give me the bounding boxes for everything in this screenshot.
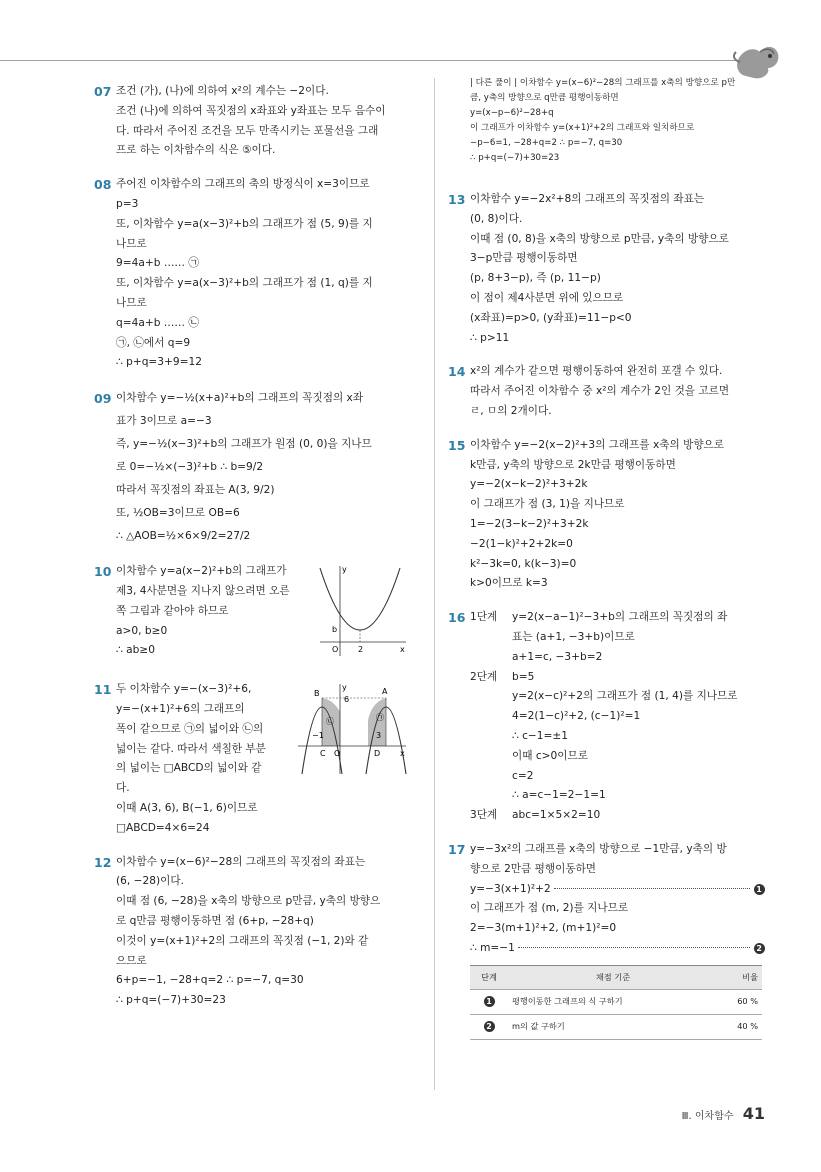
text-line: 이차함수 y=(x−6)²−28의 그래프의 꼭짓점의 좌표는 xyxy=(116,855,366,868)
x-axis-label: x xyxy=(400,645,405,655)
step-label: 3단계 xyxy=(470,809,498,822)
equation: y=−3(x+1)²+2 xyxy=(470,882,551,895)
x-axis-label: x xyxy=(400,749,405,759)
text-line: k만큼, y축의 방향으로 2k만큼 평행이동하면 xyxy=(470,458,676,471)
text-line: k>0이므로 k=3 xyxy=(470,577,548,590)
table-header: 채점 기준 xyxy=(508,965,718,990)
table-row xyxy=(470,1015,762,1040)
text-line: ∴ △AOB=½×6×9/2=27/2 xyxy=(116,530,251,543)
y-axis-label: y xyxy=(342,683,347,693)
two-parabolas-figure xyxy=(294,680,408,776)
step-label: 2단계 xyxy=(470,670,498,683)
region-2-label: ㉡ xyxy=(326,717,334,727)
text-line: a>0, b≥0 xyxy=(116,624,168,637)
text-line: k²−3k=0, k(k−3)=0 xyxy=(470,557,577,570)
text-line: y=−3x²의 그래프를 x축의 방향으로 −1만큼, y축의 방 xyxy=(470,842,727,855)
text-line: 의 넓이는 □ABCD의 넓이와 같 xyxy=(116,762,262,775)
text-line: 따라서 주어진 이차함수 중 x²의 계수가 2인 것을 고르면 xyxy=(470,385,730,398)
dot-leader xyxy=(554,888,750,889)
text-line: 로 q만큼 평행이동하면 점 (6+p, −28+q) xyxy=(116,914,314,927)
text-line: 이차함수 y=−2x²+8의 그래프의 꼭짓점의 좌표는 xyxy=(470,193,705,205)
step-2 xyxy=(470,668,764,807)
table-cell: 평행이동한 그래프의 식 구하기 xyxy=(508,990,718,1015)
table-header: 단계 xyxy=(470,965,508,990)
text-line: 큼, y축의 방향으로 q만큼 평행이동하면 xyxy=(470,93,619,103)
two-label: 2 xyxy=(358,645,364,655)
point-c-label: C xyxy=(320,749,326,759)
text-line: | 다른 풀이 | 이차함수 y=(x−6)²−28의 그래프를 x축의 방향으로 p만 xyxy=(470,78,736,88)
problem-number: 09 xyxy=(94,391,112,407)
text-line: (0, 8)이다. xyxy=(470,212,523,225)
dot-leader xyxy=(518,947,750,948)
problem-11 xyxy=(94,680,412,838)
problem-14 xyxy=(448,362,764,421)
minus-one-label: −1 xyxy=(312,731,324,741)
equation: ∴ m=−1 xyxy=(470,941,515,954)
text-line: 이것이 y=(x+1)²+2의 그래프의 꼭짓점 (−1, 2)와 같 xyxy=(116,934,369,947)
section-label: Ⅲ. 이차함수 xyxy=(681,1111,734,1122)
table-row xyxy=(470,990,762,1015)
problem-number: 12 xyxy=(94,854,112,870)
step-1 xyxy=(470,608,764,667)
mascot-illustration xyxy=(726,36,782,80)
text-line: 또, 이차함수 y=a(x−3)²+b의 그래프가 점 (5, 9)를 지 xyxy=(116,217,373,230)
y-axis-label: y xyxy=(342,565,347,575)
page-number: 41 xyxy=(742,1104,765,1123)
text-line: (6, −28)이다. xyxy=(116,875,184,888)
text-line: y=(x−p−6)²−28+q xyxy=(470,108,554,118)
problem-08 xyxy=(94,175,412,373)
text-line: 즉, y=−½(x−3)²+b의 그래프가 원점 (0, 0)을 지나므 xyxy=(116,438,372,451)
header-rule xyxy=(0,60,740,61)
text-line: 나므로 xyxy=(116,296,147,309)
text-line: 주어진 이차함수의 그래프의 축의 방정식이 x=3이므로 xyxy=(116,178,370,191)
text-line: −2(1−k)²+2+2k=0 xyxy=(470,537,573,550)
text-line: 3−p만큼 평행이동하면 xyxy=(470,252,578,265)
text-line: 프로 하는 이차함수의 식은 ⑤이다. xyxy=(116,144,276,157)
text-line: ∴ p+q=(−7)+30=23 xyxy=(116,994,226,1007)
text-line: 넓이는 같다. 따라서 색칠한 부분 xyxy=(116,742,266,755)
text-line: abc=1×5×2=10 xyxy=(512,809,601,822)
table-cell: m의 값 구하기 xyxy=(508,1015,718,1040)
text-line: y=−2(x−k−2)²+3+2k xyxy=(470,478,588,491)
problem-number: 15 xyxy=(448,437,466,453)
table-cell xyxy=(470,990,508,1015)
text-line: 향으로 2만큼 평행이동하면 xyxy=(470,862,597,875)
step-marker: 2 xyxy=(484,1021,495,1032)
text-line: ㉠, ㉡에서 q=9 xyxy=(116,336,191,349)
problem-12 xyxy=(94,853,412,1011)
text-line: 두 이차함수 y=−(x−3)²+6, xyxy=(116,683,252,696)
step-marker: 1 xyxy=(754,884,765,895)
text-line: 나므로 xyxy=(116,237,147,250)
step-label: 1단계 xyxy=(470,611,498,624)
text-line: ∴ p+q=(−7)+30=23 xyxy=(470,153,560,163)
text-line: 1=−2(3−k−2)²+3+2k xyxy=(470,517,589,530)
b-label: b xyxy=(332,625,338,635)
text-line: y=2(x−c)²+2의 그래프가 점 (1, 4)를 지나므로 xyxy=(512,690,738,703)
text-line: p=3 xyxy=(116,197,139,210)
text-line: □ABCD=4×6=24 xyxy=(116,821,210,834)
text-line: ∴ c−1=±1 xyxy=(512,729,569,742)
problem-number: 10 xyxy=(94,564,112,580)
origin-label: O xyxy=(332,645,339,655)
text-line: x²의 계수가 같으면 평행이동하여 완전히 포갤 수 있다. xyxy=(470,365,723,378)
text-line: 이 그래프가 이차함수 y=(x+1)²+2의 그래프와 일치하므로 xyxy=(470,123,695,133)
right-column xyxy=(448,76,764,1054)
text-line: 조건 (가), (나)에 의하여 x²의 계수는 −2이다. xyxy=(116,85,329,97)
text-line: 이때 c>0이므로 xyxy=(512,749,588,762)
table-cell: 40 % xyxy=(718,1015,762,1040)
text-line: ∴ a=c−1=2−1=1 xyxy=(512,789,606,802)
text-line: 폭이 같으므로 ㉠의 넓이와 ㉡의 xyxy=(116,722,264,735)
point-d-label: D xyxy=(374,749,381,759)
text-line: ∴ ab≥0 xyxy=(116,644,155,657)
text-line: 이때 점 (6, −28)을 x축의 방향으로 p만큼, y축의 방향으 xyxy=(116,895,381,908)
text-line: 조건 (나)에 의하여 꼭짓점의 x좌표와 y좌표는 모두 음수이 xyxy=(116,104,386,117)
text-line: 또, 이차함수 y=a(x−3)²+b의 그래프가 점 (1, q)를 지 xyxy=(116,277,373,290)
step-marker: 2 xyxy=(754,943,765,954)
step-3 xyxy=(470,806,764,826)
text-line: 2=−3(m+1)²+2, (m+1)²=0 xyxy=(470,922,617,935)
point-a-label: A xyxy=(382,687,388,697)
text-line: y=−(x+1)²+6의 그래프의 xyxy=(116,702,245,715)
table-cell xyxy=(470,1015,508,1040)
scoring-table xyxy=(470,965,762,1040)
problem-number: 13 xyxy=(448,192,466,207)
problem-13 xyxy=(448,190,764,348)
text-line: 이차함수 y=−2(x−2)²+3의 그래프를 x축의 방향으로 xyxy=(470,438,725,451)
left-column xyxy=(94,82,412,1025)
text-line: 이 그래프가 점 (m, 2)를 지나므로 xyxy=(470,902,629,915)
text-line: 으므로 xyxy=(116,954,147,967)
problem-07 xyxy=(94,82,412,161)
problem-16 xyxy=(448,608,764,826)
text-line: 9=4a+b …… ㉠ xyxy=(116,257,199,270)
text-line: 다. xyxy=(116,782,130,795)
text-line: y=2(x−a−1)²−3+b의 그래프의 꼭짓점의 좌 xyxy=(512,611,728,624)
text-line: c=2 xyxy=(512,769,534,782)
point-b-label: B xyxy=(314,689,320,699)
text-line: a+1=c, −3+b=2 xyxy=(512,650,603,663)
region-1-label: ㉠ xyxy=(376,713,384,723)
page-footer xyxy=(682,1104,765,1123)
text-line: 이 점이 제4사분면 위에 있으므로 xyxy=(470,291,624,304)
problem-number: 08 xyxy=(94,177,112,193)
text-line: 이차함수 y=a(x−2)²+b의 그래프가 xyxy=(116,565,287,578)
text-line: 쪽 그림과 같아야 하므로 xyxy=(116,604,229,617)
text-line: 이때 점 (0, 8)을 x축의 방향으로 p만큼, y축의 방향으로 xyxy=(470,232,729,245)
table-cell: 60 % xyxy=(718,990,762,1015)
problem-number: 17 xyxy=(448,841,466,857)
text-line: 다. 따라서 주어진 조건을 모두 만족시키는 포물선을 그래 xyxy=(116,124,379,137)
six-label: 6 xyxy=(344,695,350,705)
origin-label: O xyxy=(334,749,341,759)
text-line: 로 0=−½×(−3)²+b ∴ b=9/2 xyxy=(116,461,264,474)
text-line: 표는 (a+1, −3+b)이므로 xyxy=(512,630,635,643)
text-line: 따라서 꼭짓점의 좌표는 A(3, 9/2) xyxy=(116,484,275,497)
text-line: 이 그래프가 점 (3, 1)을 지나므로 xyxy=(470,498,625,511)
text-line: −p−6=1, −28+q=2 ∴ p=−7, q=30 xyxy=(470,138,623,148)
problem-number: 14 xyxy=(448,364,466,380)
problem-15 xyxy=(448,436,764,594)
text-line: ∴ p>11 xyxy=(470,331,510,344)
text-line: 4=2(1−c)²+2, (c−1)²=1 xyxy=(512,710,641,723)
text-line: ㄹ, ㅁ의 2개이다. xyxy=(470,404,552,417)
alternate-solution-12 xyxy=(448,76,764,166)
equation-line xyxy=(470,939,764,959)
problem-09 xyxy=(94,387,412,548)
problem-17 xyxy=(448,840,764,1040)
text-line: (p, 8+3−p), 즉 (p, 11−p) xyxy=(470,272,601,285)
step-marker: 1 xyxy=(484,996,495,1007)
text-line: ∴ p+q=3+9=12 xyxy=(116,356,203,369)
text-line: 표가 3이므로 a=−3 xyxy=(116,415,212,428)
text-line: 이차함수 y=−½(x+a)²+b의 그래프의 꼭짓점의 x좌 xyxy=(116,392,364,405)
problem-number: 11 xyxy=(94,682,112,698)
problem-number: 07 xyxy=(94,84,112,99)
parabola-figure xyxy=(316,562,408,658)
text-line: 제3, 4사분면을 지나지 않으려면 오른 xyxy=(116,584,290,597)
column-divider xyxy=(434,78,435,1090)
text-line: 이때 A(3, 6), B(−1, 6)이므로 xyxy=(116,801,258,814)
three-label: 3 xyxy=(376,731,382,741)
table-header: 비율 xyxy=(718,965,762,990)
problem-10 xyxy=(94,562,412,666)
text-line: b=5 xyxy=(512,670,535,683)
equation-line xyxy=(470,880,764,900)
text-line: (x좌표)=p>0, (y좌표)=11−p<0 xyxy=(470,311,632,324)
text-line: 6+p=−1, −28+q=2 ∴ p=−7, q=30 xyxy=(116,974,304,987)
text-line: q=4a+b …… ㉡ xyxy=(116,316,199,329)
problem-number: 16 xyxy=(448,610,466,626)
text-line: 또, ½OB=3이므로 OB=6 xyxy=(116,507,240,520)
